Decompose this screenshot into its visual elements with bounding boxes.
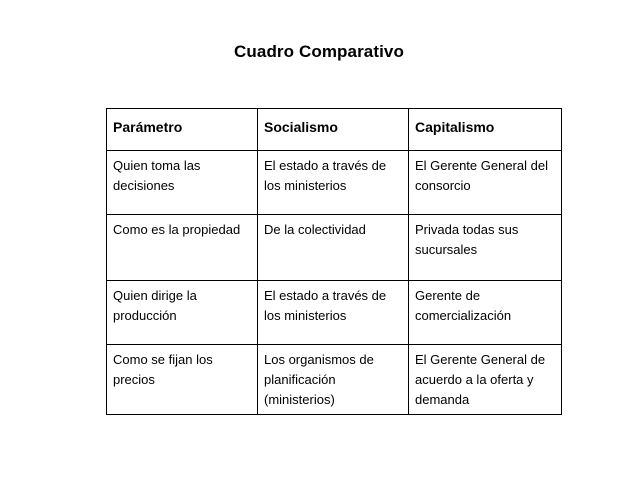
row-socialismo-cell: El estado a través de los ministerios xyxy=(258,281,409,345)
table-row xyxy=(107,215,562,281)
header-capitalismo: Capitalismo xyxy=(409,109,562,151)
row-capitalismo-cell: El Gerente General de acuerdo a la oferta y demanda xyxy=(409,345,562,415)
table-header-row xyxy=(107,109,562,151)
table-row xyxy=(107,151,562,215)
row-capitalismo-cell: Gerente de comercialización xyxy=(409,281,562,345)
row-socialismo-cell: De la colectividad xyxy=(258,215,409,281)
row-socialismo-cell: Los organismos de planificación (ministerios) xyxy=(258,345,409,415)
comparison-table xyxy=(106,108,562,415)
header-socialismo: Socialismo xyxy=(258,109,409,151)
row-capitalismo-cell: El Gerente General del consorcio xyxy=(409,151,562,215)
row-parametro-cell: Quien dirige la producción xyxy=(107,281,258,345)
row-capitalismo-cell: Privada todas sus sucursales xyxy=(409,215,562,281)
table-row xyxy=(107,345,562,415)
row-parametro-cell: Como se fijan los precios xyxy=(107,345,258,415)
table-row xyxy=(107,281,562,345)
row-parametro-cell: Quien toma las decisiones xyxy=(107,151,258,215)
header-parametro: Parámetro xyxy=(107,109,258,151)
row-socialismo-cell: El estado a través de los ministerios xyxy=(258,151,409,215)
row-parametro-cell: Como es la propiedad xyxy=(107,215,258,281)
page-title: Cuadro Comparativo xyxy=(234,42,404,61)
